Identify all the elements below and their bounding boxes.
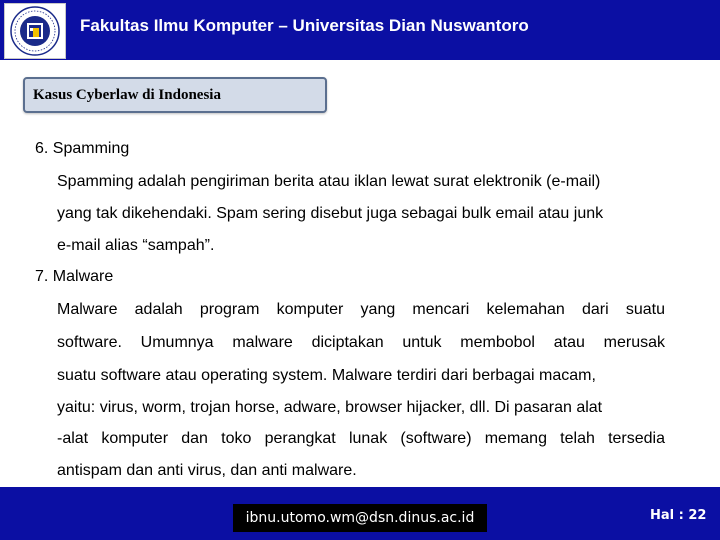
- body-line: suatu software atau operating system. Malware terdiri dari berbagai macam,: [57, 367, 596, 384]
- footer-email: ibnu.utomo.wm@dsn.dinus.ac.id: [233, 504, 487, 532]
- topic-title-box: [23, 77, 327, 113]
- body-line: software. Umumnya malware diciptakan untuk membobol atau merusak: [57, 334, 665, 351]
- university-seal-icon: [5, 4, 65, 58]
- body-line: Spamming adalah pengiriman berita atau iklan lewat surat elektronik (e-mail): [57, 173, 601, 190]
- body-line: -alat komputer dan toko perangkat lunak (software) memang telah tersedia: [57, 430, 665, 447]
- slide-footer: [0, 487, 720, 540]
- body-line: yaitu: virus, worm, trojan horse, adware, browser hijacker, dll. Di pasaran alat: [57, 399, 603, 416]
- page-number: Hal : 22: [650, 508, 707, 523]
- university-logo: [4, 3, 66, 59]
- body-line: Malware adalah program komputer yang mencari kelemahan dari suatu: [57, 301, 665, 318]
- body-line: yang tak dikehendaki. Spam sering disebut juga sebagai bulk email atau junk: [57, 205, 604, 222]
- body-line: e-mail alias “sampah”.: [57, 237, 215, 254]
- body-line: antispam dan anti virus, dan anti malware.: [57, 462, 357, 479]
- topic-title: Kasus Cyberlaw di Indonesia: [33, 87, 221, 103]
- section-heading: 7. Malware: [35, 268, 114, 285]
- header-title: Fakultas Ilmu Komputer – Universitas Dian Nuswantoro: [80, 16, 529, 35]
- slide-header: [0, 0, 720, 60]
- section-heading: 6. Spamming: [35, 140, 130, 157]
